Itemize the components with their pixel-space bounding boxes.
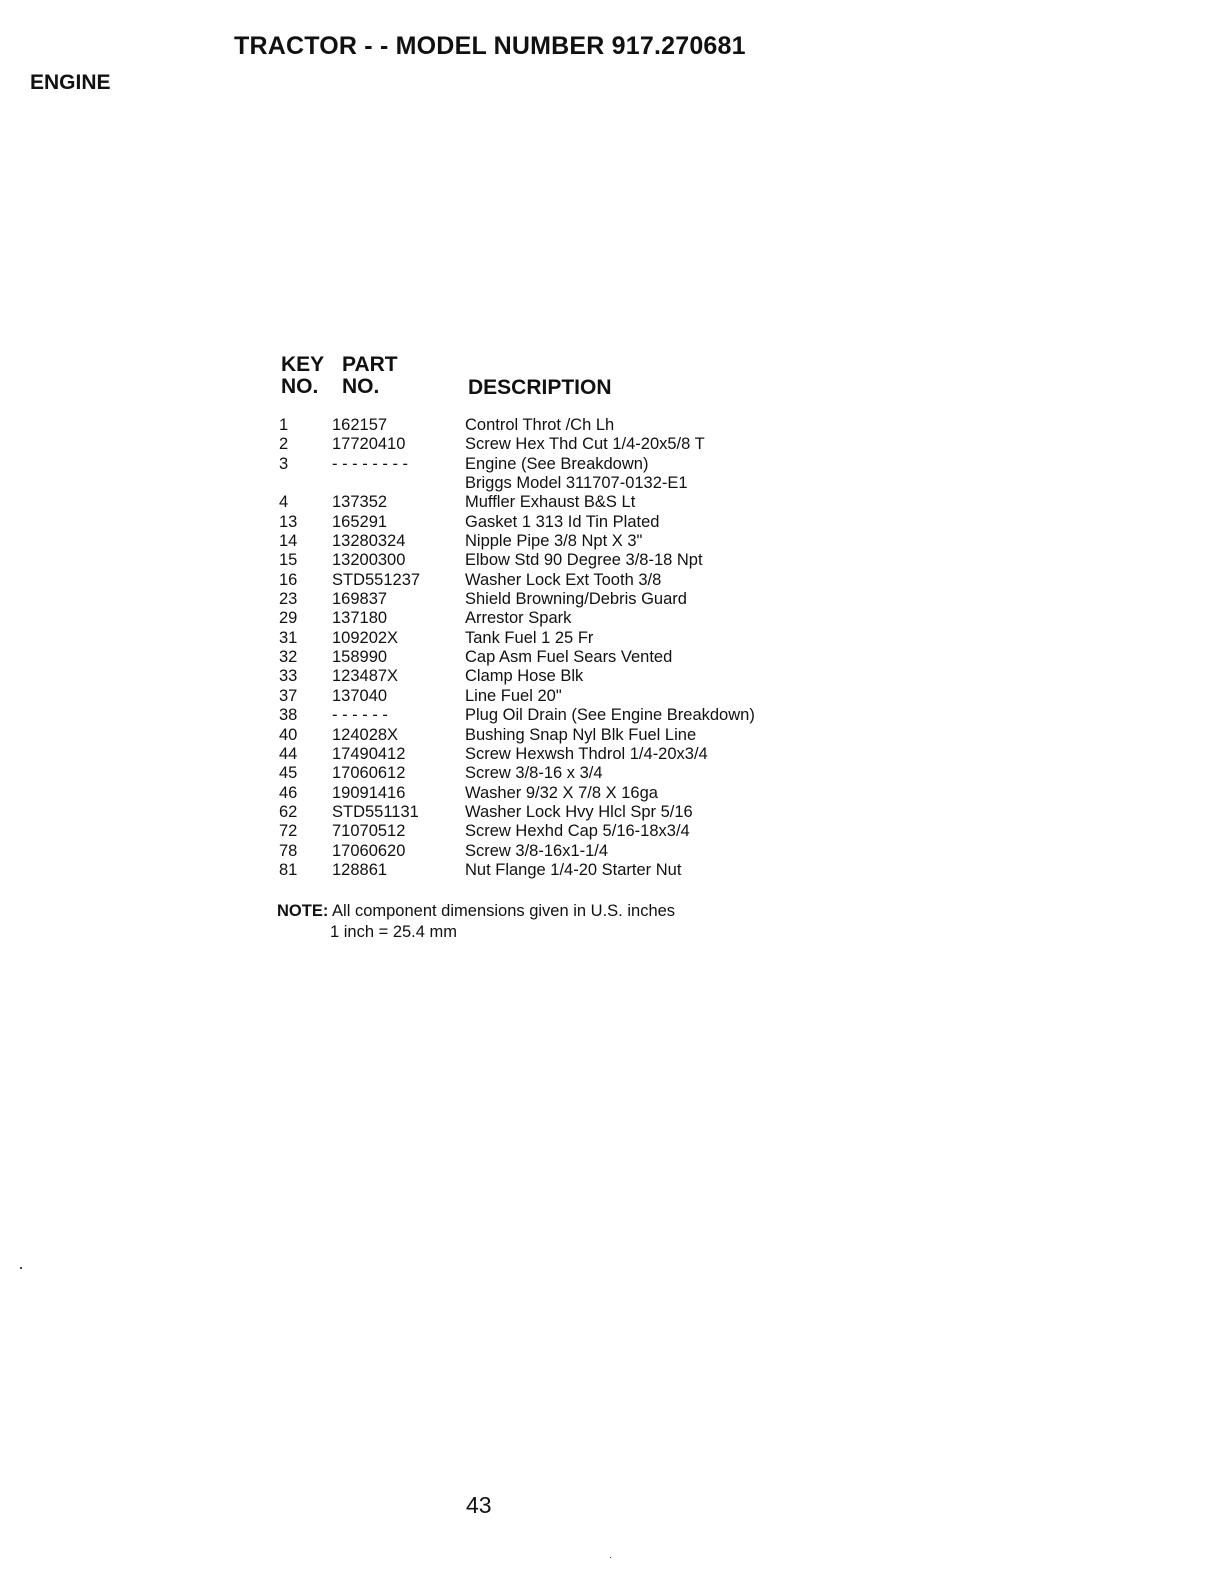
- note-label: NOTE:: [277, 902, 329, 920]
- key-number: 2: [279, 435, 289, 454]
- key-number: 37: [279, 686, 298, 705]
- key-number: 31: [279, 628, 298, 647]
- part-number: 17490412: [332, 744, 406, 763]
- part-number: 19091416: [332, 783, 406, 802]
- part-description: Control Throt /Ch Lh: [465, 416, 615, 434]
- part-number: - - - - - - - -: [332, 454, 409, 473]
- part-description: Plug Oil Drain (See Engine Breakdown): [465, 706, 755, 725]
- part-description: Tank Fuel 1 25 Fr: [465, 628, 594, 647]
- parts-row: [279, 629, 839, 648]
- parts-row: [279, 455, 839, 474]
- parts-row: [279, 513, 839, 532]
- key-number: 62: [279, 802, 298, 821]
- part-description: Screw Hexhd Cap 5/16-18x3/4: [465, 822, 690, 841]
- key-number: 23: [279, 590, 298, 609]
- key-number: 33: [279, 667, 298, 686]
- key-header-line1: KEY: [281, 353, 325, 376]
- part-description: Nipple Pipe 3/8 Npt X 3": [465, 532, 643, 551]
- part-description: Shield Browning/Debris Guard: [465, 590, 687, 609]
- note: [277, 901, 675, 922]
- part-header-line1: PART: [342, 353, 398, 376]
- page-title: TRACTOR - - MODEL NUMBER 917.270681: [234, 32, 746, 60]
- part-description: Arrestor Spark: [465, 609, 572, 628]
- part-number: 137180: [332, 609, 388, 628]
- part-header-line2: NO.: [342, 375, 380, 398]
- part-number: 109202X: [332, 628, 399, 647]
- part-number: 169837: [332, 590, 388, 609]
- parts-row: [279, 416, 839, 435]
- parts-row: [279, 764, 839, 783]
- part-number: 13280324: [332, 532, 406, 551]
- part-number: 17060620: [332, 841, 406, 860]
- parts-row: [279, 706, 839, 725]
- parts-row: [279, 435, 839, 454]
- parts-row: [279, 609, 839, 628]
- parts-row: [279, 745, 839, 764]
- key-number: 45: [279, 764, 298, 783]
- section-heading: ENGINE: [30, 71, 111, 94]
- part-number: 17720410: [332, 435, 406, 454]
- part-number: 158990: [332, 648, 388, 667]
- key-number: 1: [279, 416, 289, 434]
- parts-list: [279, 416, 839, 880]
- scan-speck: [610, 1557, 611, 1558]
- part-description: Muffler Exhaust B&S Lt: [465, 493, 636, 512]
- part-number: 71070512: [332, 822, 406, 841]
- part-number: - - - - - -: [332, 706, 388, 725]
- parts-row: [279, 803, 839, 822]
- key-number: 46: [279, 783, 298, 802]
- key-number: 72: [279, 822, 298, 841]
- part-description: Line Fuel 20": [465, 686, 562, 705]
- key-number: 32: [279, 648, 298, 667]
- parts-row: [279, 726, 839, 745]
- note-text: All component dimensions given in U.S. inches: [332, 902, 676, 920]
- parts-row: [279, 861, 839, 880]
- part-number: 137352: [332, 493, 388, 512]
- part-number: 123487X: [332, 667, 399, 686]
- parts-row: [279, 687, 839, 706]
- key-number: 16: [279, 570, 298, 589]
- parts-row: [279, 822, 839, 841]
- parts-row: [279, 648, 839, 667]
- key-number: 14: [279, 532, 298, 551]
- part-number: 162157: [332, 416, 388, 434]
- part-description: Washer Lock Hvy Hlcl Spr 5/16: [465, 802, 693, 821]
- part-description: Engine (See Breakdown): [465, 454, 649, 473]
- key-number: 81: [279, 860, 298, 879]
- key-number: 15: [279, 551, 298, 570]
- key-number: 40: [279, 725, 298, 744]
- part-number: STD551237: [332, 570, 421, 589]
- part-no-column-header: [342, 354, 398, 398]
- note-conversion: 1 inch = 25.4 mm: [330, 923, 458, 941]
- part-description: Elbow Std 90 Degree 3/8-18 Npt: [465, 551, 703, 570]
- key-number: 29: [279, 609, 298, 628]
- part-number: 137040: [332, 686, 388, 705]
- part-description: Washer 9/32 X 7/8 X 16ga: [465, 783, 658, 802]
- key-number: 13: [279, 512, 298, 531]
- part-description: Screw 3/8-16 x 3/4: [465, 764, 603, 783]
- part-description: Cap Asm Fuel Sears Vented: [465, 648, 673, 667]
- part-number: 128861: [332, 860, 388, 879]
- parts-row: [279, 784, 839, 803]
- key-number: 78: [279, 841, 298, 860]
- parts-row: [279, 551, 839, 570]
- key-number: 44: [279, 744, 298, 763]
- part-description: Screw Hex Thd Cut 1/4-20x5/8 T: [465, 435, 705, 454]
- part-description: Briggs Model 311707-0132-E1: [465, 474, 688, 493]
- parts-row: [279, 532, 839, 551]
- key-number: 38: [279, 706, 298, 725]
- part-description: Clamp Hose Blk: [465, 667, 584, 686]
- parts-row: [279, 667, 839, 686]
- part-number: 17060612: [332, 764, 406, 783]
- part-number: 13200300: [332, 551, 406, 570]
- part-description: Screw 3/8-16x1-1/4: [465, 841, 609, 860]
- part-number: 124028X: [332, 725, 399, 744]
- parts-row: [279, 474, 839, 493]
- scan-speck: [20, 1267, 22, 1269]
- parts-row: [279, 590, 839, 609]
- description-column-header: DESCRIPTION: [468, 376, 612, 399]
- parts-row: [279, 493, 839, 512]
- key-header-line2: NO.: [281, 375, 319, 398]
- key-no-column-header: [281, 354, 324, 398]
- part-number: 165291: [332, 512, 388, 531]
- key-number: 4: [279, 493, 289, 512]
- part-number: STD551131: [332, 802, 419, 821]
- part-description: Screw Hexwsh Thdrol 1/4-20x3/4: [465, 744, 708, 763]
- part-description: Washer Lock Ext Tooth 3/8: [465, 570, 662, 589]
- key-number: 3: [279, 454, 289, 473]
- part-description: Bushing Snap Nyl Blk Fuel Line: [465, 725, 697, 744]
- part-description: Gasket 1 313 Id Tin Plated: [465, 512, 660, 531]
- part-description: Nut Flange 1/4-20 Starter Nut: [465, 860, 682, 879]
- parts-row: [279, 571, 839, 590]
- page-number: 43: [466, 1492, 492, 1518]
- parts-row: [279, 842, 839, 861]
